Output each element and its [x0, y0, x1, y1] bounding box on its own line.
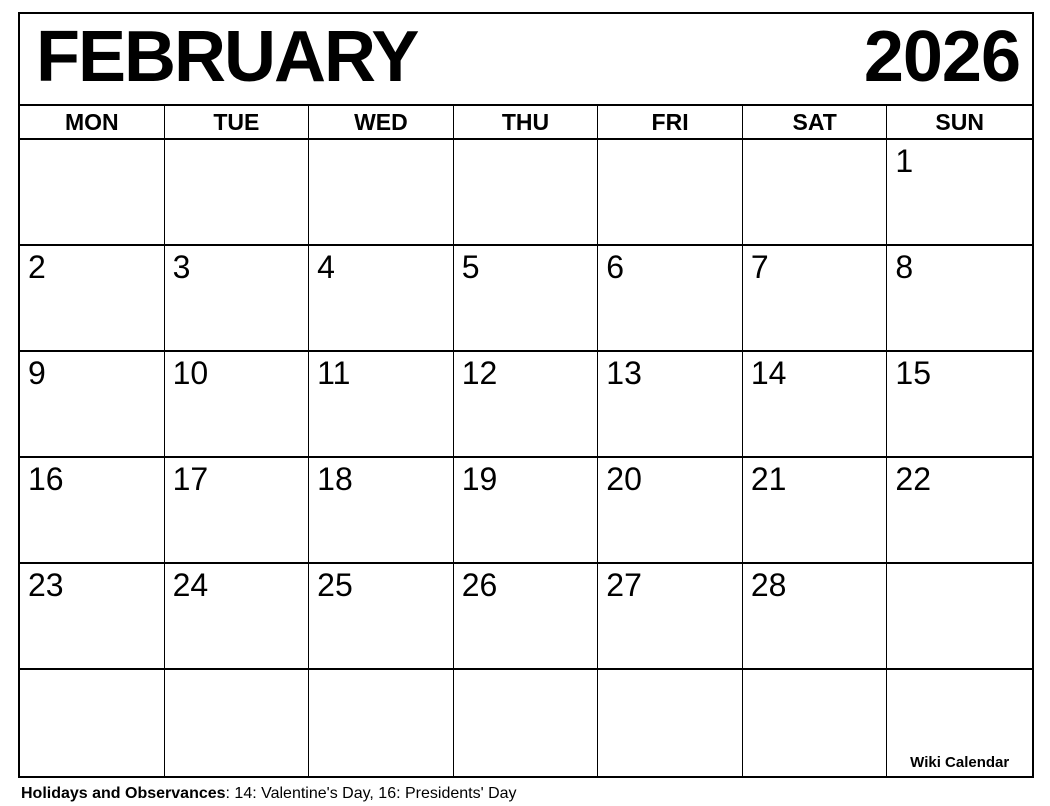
- day-cell-feb-18: [309, 458, 454, 564]
- day-number: 19: [461, 461, 498, 497]
- day-cell-feb-1: [887, 140, 1032, 246]
- day-cell: [454, 670, 599, 776]
- day-number: 3: [172, 249, 191, 285]
- day-cell: [887, 564, 1032, 670]
- day-cell-feb-10: [165, 352, 310, 458]
- day-cell-feb-4: [309, 246, 454, 352]
- day-cell-feb-25: [309, 564, 454, 670]
- day-cell-feb-5: [454, 246, 599, 352]
- day-number: 27: [606, 567, 642, 603]
- holidays-footer-text: : 14: Valentine's Day, 16: Presidents' Day: [225, 785, 517, 802]
- day-cell-feb-17: [165, 458, 310, 564]
- weekday-header-mon: MON: [20, 106, 165, 140]
- day-number: 25: [317, 567, 353, 603]
- day-cell: [165, 140, 310, 246]
- day-number: 21: [750, 461, 787, 497]
- day-number: 12: [461, 355, 498, 391]
- day-cell: [598, 140, 743, 246]
- day-number: 26: [461, 567, 498, 603]
- holidays-footer: [21, 785, 517, 803]
- day-number: 9: [28, 355, 46, 391]
- weekday-header-fri: FRI: [598, 106, 743, 140]
- weekday-header-wed: WED: [309, 106, 454, 140]
- day-number: 2: [28, 249, 46, 285]
- day-cell: [309, 140, 454, 246]
- day-number: 18: [317, 461, 353, 497]
- wiki-calendar-branding: Wiki Calendar: [910, 754, 1010, 771]
- day-cell: [20, 140, 165, 246]
- day-cell: [743, 140, 888, 246]
- weekday-header-tue: TUE: [165, 106, 310, 140]
- day-cell-feb-11: [309, 352, 454, 458]
- day-number: 24: [172, 567, 209, 603]
- day-cell-feb-3: [165, 246, 310, 352]
- day-number: 17: [172, 461, 209, 497]
- day-cell-feb-2: [20, 246, 165, 352]
- day-number: 23: [28, 567, 64, 603]
- day-cell-feb-28: [743, 564, 888, 670]
- day-number: 8: [895, 249, 914, 285]
- day-cell-feb-23: [20, 564, 165, 670]
- day-grid: [20, 140, 1032, 776]
- day-cell-feb-7: [743, 246, 888, 352]
- day-cell-feb-8: [887, 246, 1032, 352]
- day-number: 16: [28, 461, 64, 497]
- day-number: 4: [317, 249, 335, 285]
- day-number: 20: [606, 461, 642, 497]
- day-cell-feb-27: [598, 564, 743, 670]
- day-cell-feb-24: [165, 564, 310, 670]
- day-number: 14: [750, 355, 787, 391]
- weekday-header-sun: SUN: [887, 106, 1032, 140]
- day-cell: [20, 670, 165, 776]
- day-cell-feb-21: [743, 458, 888, 564]
- day-cell-feb-20: [598, 458, 743, 564]
- day-number: 15: [895, 355, 932, 391]
- day-cell-feb-22: [887, 458, 1032, 564]
- day-number: 7: [750, 249, 769, 285]
- holidays-footer-heading: Holidays and Observances: [21, 785, 226, 802]
- day-cell-feb-19: [454, 458, 599, 564]
- day-cell-feb-6: [598, 246, 743, 352]
- day-cell: [743, 670, 888, 776]
- day-cell-branding: [887, 670, 1032, 776]
- day-cell-feb-26: [454, 564, 599, 670]
- day-number: 22: [895, 461, 932, 497]
- year-title: 2026: [863, 17, 1020, 97]
- day-number: 28: [750, 567, 787, 603]
- calendar: [18, 12, 1034, 778]
- day-cell-feb-12: [454, 352, 599, 458]
- weekday-header-sat: SAT: [743, 106, 888, 140]
- weekday-header-row: [20, 106, 1032, 140]
- weekday-header-thu: THU: [454, 106, 599, 140]
- month-title: FEBRUARY: [36, 17, 418, 97]
- day-cell: [454, 140, 599, 246]
- day-cell-feb-15: [887, 352, 1032, 458]
- day-number: 13: [606, 355, 642, 391]
- day-number: 10: [172, 355, 209, 391]
- day-cell-feb-13: [598, 352, 743, 458]
- day-cell: [309, 670, 454, 776]
- day-cell-feb-9: [20, 352, 165, 458]
- day-number: 6: [606, 249, 625, 285]
- day-number: 1: [895, 143, 914, 179]
- day-cell-feb-16: [20, 458, 165, 564]
- day-number: 11: [317, 355, 351, 391]
- day-cell: [598, 670, 743, 776]
- calendar-title-row: [20, 14, 1032, 106]
- day-cell-feb-14: [743, 352, 888, 458]
- day-number: 5: [461, 249, 480, 285]
- day-cell: [165, 670, 310, 776]
